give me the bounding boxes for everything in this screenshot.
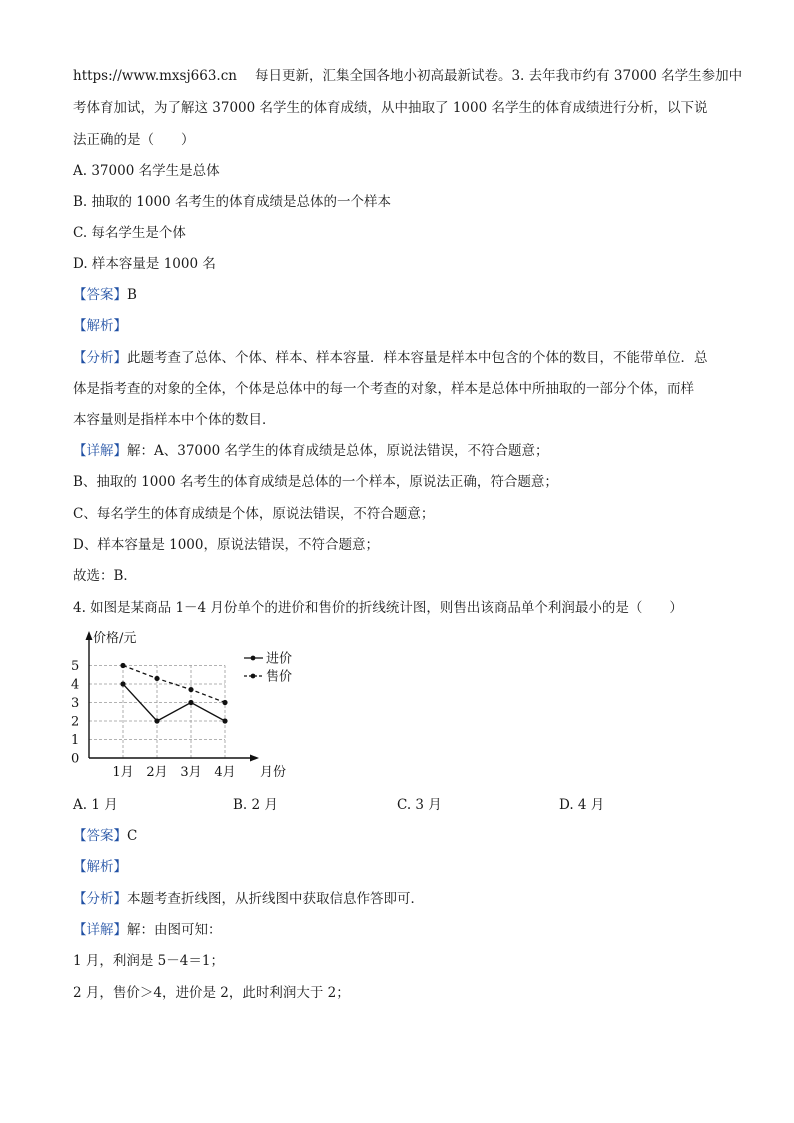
q4-month2-line: 2 月，售价＞4，进价是 2，此时利润大于 2；: [73, 985, 350, 1001]
q4-answer: C: [127, 828, 138, 844]
x-axis-label: 月份: [260, 765, 287, 780]
q3-stem-part2: 考体育加试，为了解这 37000 名学生的体育成绩，从中抽取了 1000 名学生的体育成绩进行分析，以下说: [73, 100, 708, 116]
chart-legend: [244, 651, 292, 685]
q4-answer-line: [73, 826, 733, 846]
q3-answer-line: [73, 285, 733, 305]
q3-stem-part3: 法正确的是（ ）: [73, 132, 195, 148]
y-axis-label: 价格/元: [93, 631, 137, 646]
y-tick-label: 0: [71, 751, 80, 767]
q3-line1: [73, 66, 743, 86]
q4-fenxi-text: 本题考查折线图，从折线图中获取信息作答即可．: [127, 891, 424, 907]
q3-fenxi-line2: 体是指考查的对象的全体，个体是总体中的每一个考查的对象，样本是总体中所抽取的一部分个体，而样: [73, 381, 694, 397]
q3-detail-line3: C、每名学生的体育成绩是个体，原说法错误，不符合题意；: [73, 506, 435, 522]
q3-option-b: B. 抽取的 1000 名考生的体育成绩是总体的一个样本: [73, 194, 391, 210]
q3-analysis-tag: 【解析】: [73, 318, 127, 334]
y-tick-label: 2: [71, 714, 80, 730]
data-point: [154, 718, 159, 723]
legend-label: 进价: [266, 651, 293, 667]
chart-series: [120, 663, 227, 724]
legend-label: 售价: [266, 669, 293, 685]
q4-fenxi-line: [73, 889, 733, 909]
x-tick-label: 3月: [180, 765, 202, 780]
q3-fenxi-line3: 本容量则是指样本中个体的数目．: [73, 412, 276, 428]
answer-tag: 【答案】: [73, 287, 127, 303]
q4-detail-text: 解：由图可知：: [127, 922, 222, 938]
y-tick-label: 5: [71, 659, 80, 674]
q4-option-d: D. 4 月: [559, 797, 605, 813]
q4-option-a: A. 1 月: [73, 797, 118, 813]
price-line-chart: [66, 628, 296, 784]
data-point: [222, 700, 227, 705]
x-axis-arrow: [250, 755, 259, 762]
q3-fenxi-text1: 此题考查了总体、个体、样本、样本容量．样本容量是样本中包含的个体的数目，不能带单位．总: [127, 350, 708, 366]
data-point: [120, 663, 125, 668]
q4-option-c: C. 3 月: [397, 797, 442, 813]
q3-fenxi-line1: [73, 348, 733, 368]
q4-detail-line: [73, 920, 733, 940]
q3-answer: B: [127, 287, 137, 303]
x-tick-label: 4月: [214, 765, 236, 780]
x-tick-label: 1月: [112, 765, 134, 780]
q3-option-c: C. 每名学生是个体: [73, 225, 186, 241]
q3-detail-line4: D、样本容量是 1000，原说法错误，不符合题意；: [73, 537, 379, 553]
fenxi-tag: 【分析】: [73, 350, 127, 366]
y-tick-label: 1: [71, 733, 80, 748]
legend-marker: [251, 674, 256, 679]
data-point: [188, 700, 193, 705]
q3-detail-line2: B、抽取的 1000 名考生的体育成绩是总体的一个样本，原说法正确，符合题意；: [73, 474, 558, 490]
q3-detail-line1: [73, 441, 733, 461]
data-point: [188, 687, 193, 692]
data-point: [222, 718, 227, 723]
q3-option-d: D. 样本容量是 1000 名: [73, 256, 216, 272]
x-tick-label: 2月: [146, 765, 168, 780]
q3-choose: 故选：B．: [73, 568, 137, 584]
y-axis-arrow: [86, 631, 93, 640]
legend-marker: [251, 656, 256, 661]
q4-stem: 4. 如图是某商品 1－4 月份单个的进价和售价的折线统计图，则售出该商品单个利润最小的是（ ）: [73, 600, 683, 616]
y-tick-label: 4: [71, 677, 80, 693]
y-tick-label: 3: [71, 696, 80, 711]
answer-tag: 【答案】: [73, 828, 127, 844]
q4-month1-line: 1 月，利润是 5－4＝1；: [73, 953, 224, 969]
data-point: [154, 676, 159, 681]
q3-option-a: A. 37000 名学生是总体: [73, 163, 220, 179]
q4-option-b: B. 2 月: [233, 797, 278, 813]
detail-tag: 【详解】: [73, 922, 127, 938]
q3-detail-text1: 解：A、37000 名学生的体育成绩是总体，原说法错误，不符合题意；: [127, 443, 549, 459]
fenxi-tag: 【分析】: [73, 891, 127, 907]
q4-options: [73, 795, 733, 815]
q4-analysis-tag: 【解析】: [73, 859, 127, 875]
data-point: [120, 681, 125, 686]
site-url: https://www.mxsj663.cn: [73, 68, 237, 84]
chart-axes: [86, 631, 260, 762]
q3-stem-part1: 每日更新，汇集全国各地小初高最新试卷。3. 去年我市约有 37000 名学生参加中: [254, 68, 743, 84]
detail-tag: 【详解】: [73, 443, 127, 459]
